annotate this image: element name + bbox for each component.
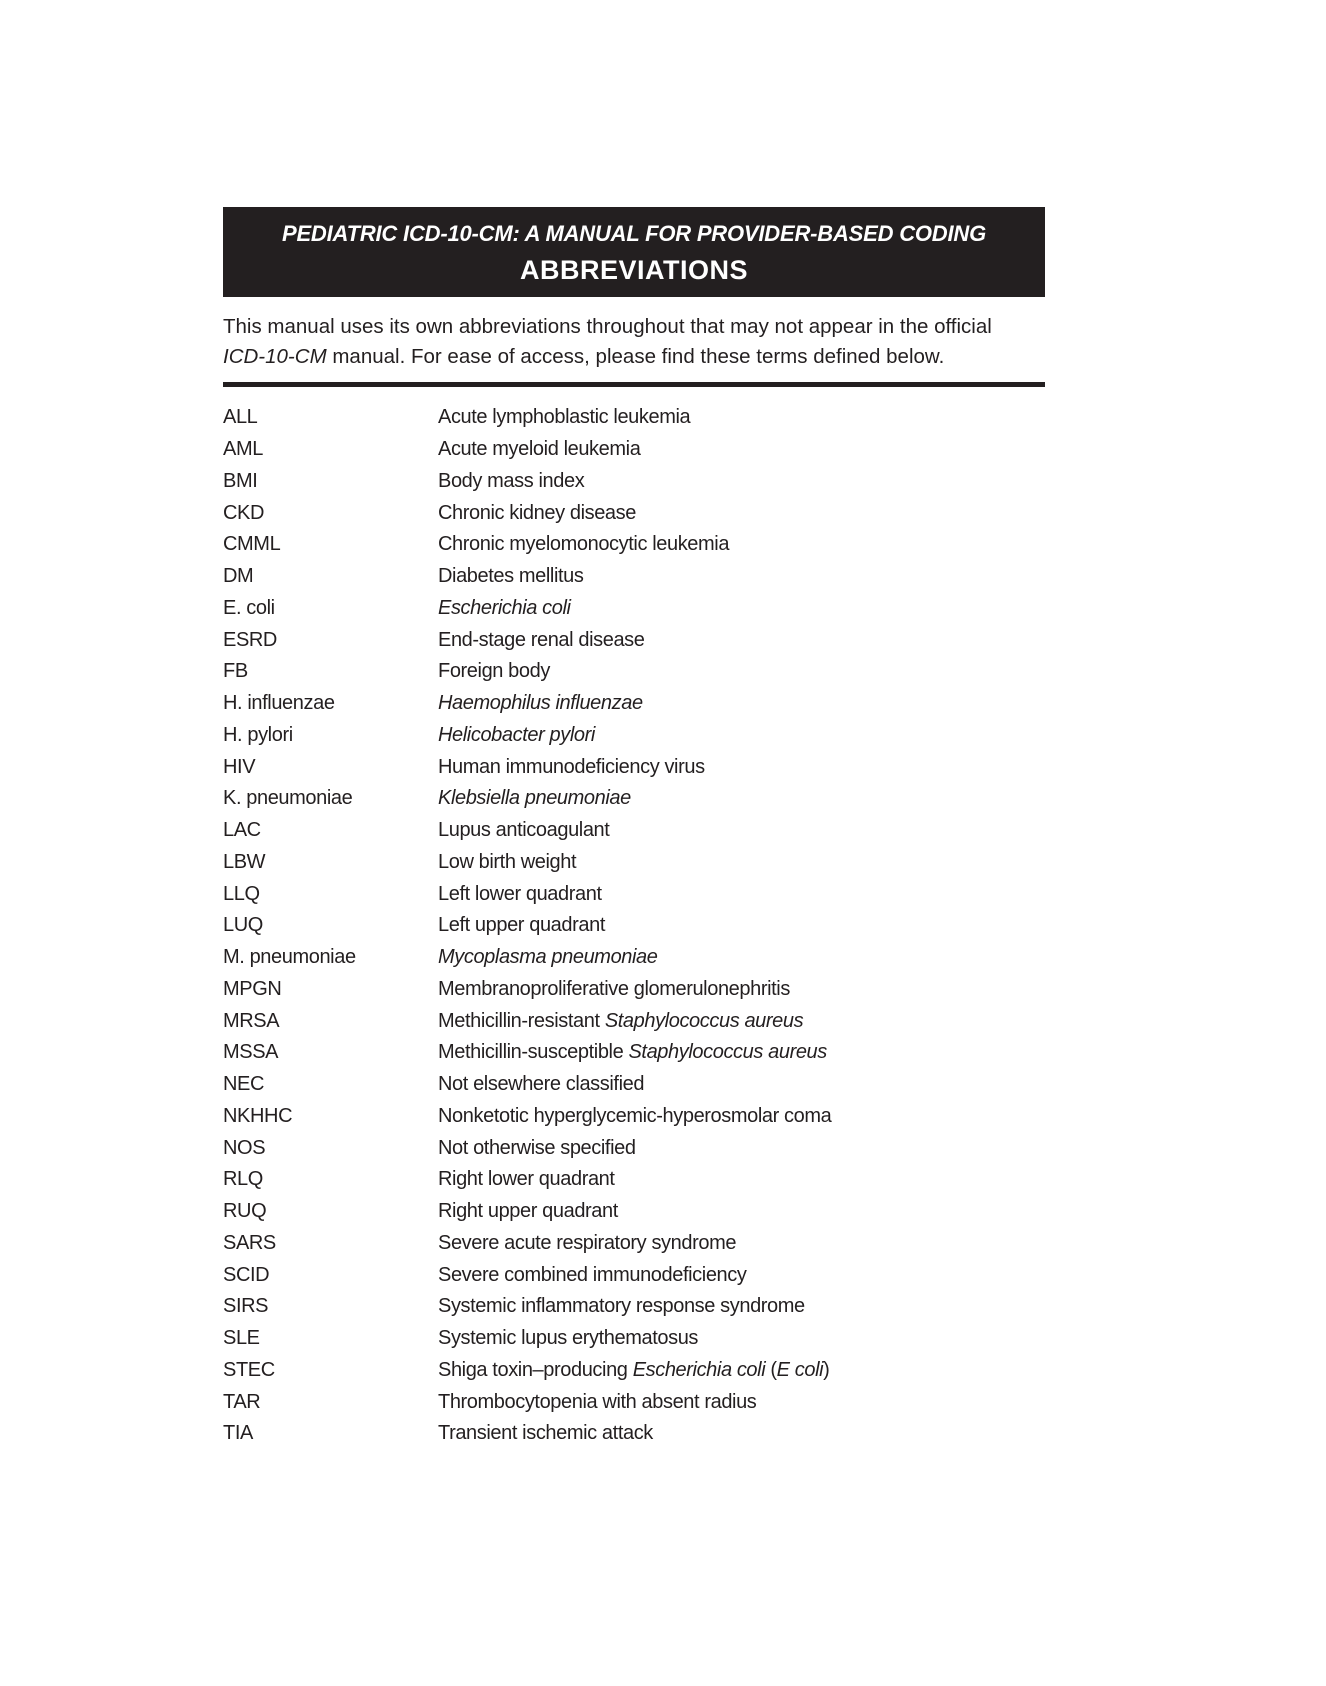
- abbreviation-term: LUQ: [223, 914, 263, 937]
- abbreviation-row: [223, 1196, 1045, 1228]
- abbreviation-term: FB: [223, 660, 248, 683]
- abbreviation-definition: [438, 406, 1045, 429]
- abbreviation-definition: [438, 946, 1045, 969]
- definition-italic-part: E coli: [776, 1358, 824, 1381]
- abbreviation-row: [223, 720, 1045, 752]
- abbreviation-definition: [438, 1168, 1045, 1191]
- abbreviation-definition: [438, 1073, 1045, 1096]
- intro-line-2-rest: manual. For ease of access, please find these terms defined below.: [326, 345, 945, 368]
- definition-part: Acute lymphoblastic leukemia: [438, 406, 691, 429]
- abbreviation-term: SIRS: [223, 1295, 269, 1318]
- abbreviation-row: [223, 1037, 1045, 1069]
- abbreviation-row: [223, 910, 1045, 942]
- abbreviation-definition: [438, 470, 1045, 493]
- abbreviation-definition: [438, 1041, 1045, 1064]
- definition-part: ): [823, 1358, 830, 1381]
- definition-part: Low birth weight: [438, 850, 577, 873]
- abbreviation-definition: [438, 1137, 1045, 1160]
- abbreviation-definition: [438, 724, 1045, 747]
- intro-manual-name: ICD-10-CM: [223, 345, 327, 368]
- abbreviation-term: RUQ: [223, 1200, 267, 1223]
- abbreviation-row: [223, 1228, 1045, 1260]
- abbreviation-definition: [438, 1422, 1045, 1445]
- abbreviation-term: E. coli: [223, 596, 275, 619]
- page: [223, 207, 1045, 1450]
- abbreviation-definition: [438, 502, 1045, 525]
- abbreviation-term: H. influenzae: [223, 692, 335, 715]
- definition-part: Human immunodeficiency virus: [438, 755, 705, 778]
- section-title: ABBREVIATIONS: [519, 255, 748, 285]
- divider-rule: [223, 382, 1045, 387]
- definition-part: Lupus anticoagulant: [438, 819, 610, 842]
- abbreviation-row: [223, 1386, 1045, 1418]
- intro-line-1: This manual uses its own abbreviations throughout that may not appear in the official: [223, 315, 992, 338]
- abbreviation-term: BMI: [223, 469, 258, 492]
- abbreviation-term: MPGN: [223, 977, 282, 1000]
- abbreviation-term: MSSA: [223, 1041, 279, 1064]
- definition-part: Diabetes mellitus: [438, 565, 584, 588]
- abbreviation-list: [223, 402, 1045, 1450]
- abbreviation-term: SCID: [223, 1263, 270, 1286]
- definition-part: Systemic inflammatory response syndrome: [438, 1295, 805, 1318]
- abbreviation-row: [223, 1069, 1045, 1101]
- abbreviation-definition: [438, 1391, 1045, 1414]
- definition-part: Membranoproliferative glomerulonephritis: [438, 977, 790, 1000]
- definition-italic-part: Mycoplasma pneumoniae: [438, 946, 658, 969]
- abbreviation-term: LLQ: [223, 882, 260, 905]
- abbreviation-row: [223, 1005, 1045, 1037]
- abbreviation-row: [223, 593, 1045, 625]
- abbreviation-term: NEC: [223, 1073, 265, 1096]
- abbreviation-row: [223, 1291, 1045, 1323]
- abbreviation-term: DM: [223, 565, 254, 588]
- abbreviation-row: [223, 402, 1045, 434]
- definition-part: Right lower quadrant: [438, 1168, 615, 1191]
- definition-part: Chronic kidney disease: [438, 501, 636, 524]
- abbreviation-term: AML: [223, 438, 263, 461]
- abbreviation-definition: [438, 629, 1045, 652]
- abbreviation-row: [223, 1418, 1045, 1450]
- abbreviation-row: [223, 974, 1045, 1006]
- abbreviation-row: [223, 529, 1045, 561]
- definition-part: Thrombocytopenia with absent radius: [438, 1390, 757, 1413]
- definition-part: Transient ischemic attack: [438, 1422, 653, 1445]
- abbreviation-row: [223, 656, 1045, 688]
- definition-italic-part: Haemophilus influenzae: [438, 692, 643, 715]
- abbreviation-definition: [438, 819, 1045, 842]
- definition-italic-part: Klebsiella pneumoniae: [438, 787, 631, 810]
- abbreviation-definition: [438, 1232, 1045, 1255]
- abbreviation-row: [223, 751, 1045, 783]
- definition-italic-part: Escherichia coli: [632, 1358, 766, 1381]
- definition-part: Left upper quadrant: [438, 914, 605, 937]
- intro-paragraph: [223, 312, 1045, 372]
- abbreviation-row: [223, 466, 1045, 498]
- abbreviation-definition: [438, 978, 1045, 1001]
- abbreviation-definition: [438, 438, 1045, 461]
- book-title: PEDIATRIC ICD-10-CM: A MANUAL FOR PROVIDER-BASED CODING: [281, 221, 986, 246]
- abbreviation-row: [223, 1132, 1045, 1164]
- abbreviation-definition: [438, 533, 1045, 556]
- definition-part: Not otherwise specified: [438, 1136, 636, 1159]
- abbreviation-term: M. pneumoniae: [223, 946, 356, 969]
- abbreviation-term: RLQ: [223, 1168, 263, 1191]
- definition-part: Right upper quadrant: [438, 1200, 618, 1223]
- abbreviation-row: [223, 878, 1045, 910]
- abbreviation-term: ESRD: [223, 628, 277, 651]
- definition-part: Methicillin-resistant: [438, 1009, 605, 1032]
- definition-part: Not elsewhere classified: [438, 1073, 645, 1096]
- intro-line-2: [223, 342, 1045, 372]
- abbreviation-term: TIA: [223, 1422, 253, 1445]
- abbreviation-definition: [438, 1200, 1045, 1223]
- definition-part: Methicillin-susceptible: [438, 1041, 629, 1064]
- definition-part: Severe combined immunodeficiency: [438, 1263, 747, 1286]
- header-band: [223, 207, 1045, 297]
- abbreviation-row: [223, 1323, 1045, 1355]
- abbreviation-term: H. pylori: [223, 723, 293, 746]
- abbreviation-row: [223, 942, 1045, 974]
- abbreviation-row: [223, 1355, 1045, 1387]
- definition-part: Acute myeloid leukemia: [438, 438, 641, 461]
- abbreviation-definition: [438, 1359, 1045, 1382]
- definition-part: Chronic myelomonocytic leukemia: [438, 533, 730, 556]
- abbreviation-definition: [438, 692, 1045, 715]
- definition-part: Foreign body: [438, 660, 550, 683]
- definition-part: Systemic lupus erythematosus: [438, 1327, 699, 1350]
- abbreviation-row: [223, 561, 1045, 593]
- abbreviation-term: LBW: [223, 850, 266, 873]
- definition-part: Body mass index: [438, 469, 585, 492]
- abbreviation-term: STEC: [223, 1358, 275, 1381]
- abbreviation-definition: [438, 851, 1045, 874]
- abbreviation-term: HIV: [223, 755, 256, 778]
- abbreviation-definition: [438, 1264, 1045, 1287]
- abbreviation-definition: [438, 565, 1045, 588]
- definition-part: Severe acute respiratory syndrome: [438, 1231, 737, 1254]
- abbreviation-term: MRSA: [223, 1009, 280, 1032]
- abbreviation-term: CMML: [223, 533, 281, 556]
- abbreviation-row: [223, 815, 1045, 847]
- abbreviation-term: SARS: [223, 1231, 276, 1254]
- abbreviation-definition: [438, 914, 1045, 937]
- definition-part: Nonketotic hyperglycemic-hyperosmolar coma: [438, 1104, 832, 1127]
- abbreviation-term: K. pneumoniae: [223, 787, 353, 810]
- abbreviation-definition: [438, 756, 1045, 779]
- definition-italic-part: Staphylococcus aureus: [604, 1009, 804, 1032]
- abbreviation-term: ALL: [223, 406, 258, 429]
- abbreviation-definition: [438, 1105, 1045, 1128]
- abbreviation-row: [223, 1101, 1045, 1133]
- abbreviation-definition: [438, 597, 1045, 620]
- definition-part: Left lower quadrant: [438, 882, 602, 905]
- abbreviation-term: CKD: [223, 501, 265, 524]
- abbreviation-term: TAR: [223, 1390, 261, 1413]
- abbreviation-term: NOS: [223, 1136, 266, 1159]
- abbreviation-definition: [438, 1295, 1045, 1318]
- abbreviation-definition: [438, 660, 1045, 683]
- abbreviation-term: SLE: [223, 1327, 260, 1350]
- abbreviation-definition: [438, 1010, 1045, 1033]
- abbreviation-term: LAC: [223, 819, 261, 842]
- abbreviation-row: [223, 783, 1045, 815]
- abbreviation-row: [223, 624, 1045, 656]
- definition-part: Shiga toxin–producing: [438, 1358, 633, 1381]
- abbreviation-row: [223, 688, 1045, 720]
- abbreviation-row: [223, 847, 1045, 879]
- definition-italic-part: Escherichia coli: [438, 596, 571, 619]
- definition-italic-part: Staphylococcus aureus: [628, 1041, 827, 1064]
- definition-part: (: [765, 1358, 777, 1381]
- abbreviation-row: [223, 434, 1045, 466]
- abbreviation-definition: [438, 787, 1045, 810]
- abbreviation-row: [223, 1164, 1045, 1196]
- abbreviation-definition: [438, 883, 1045, 906]
- definition-part: End-stage renal disease: [438, 628, 645, 651]
- abbreviation-definition: [438, 1327, 1045, 1350]
- definition-italic-part: Helicobacter pylori: [438, 723, 595, 746]
- abbreviation-row: [223, 1259, 1045, 1291]
- abbreviation-term: NKHHC: [223, 1104, 293, 1127]
- abbreviation-row: [223, 497, 1045, 529]
